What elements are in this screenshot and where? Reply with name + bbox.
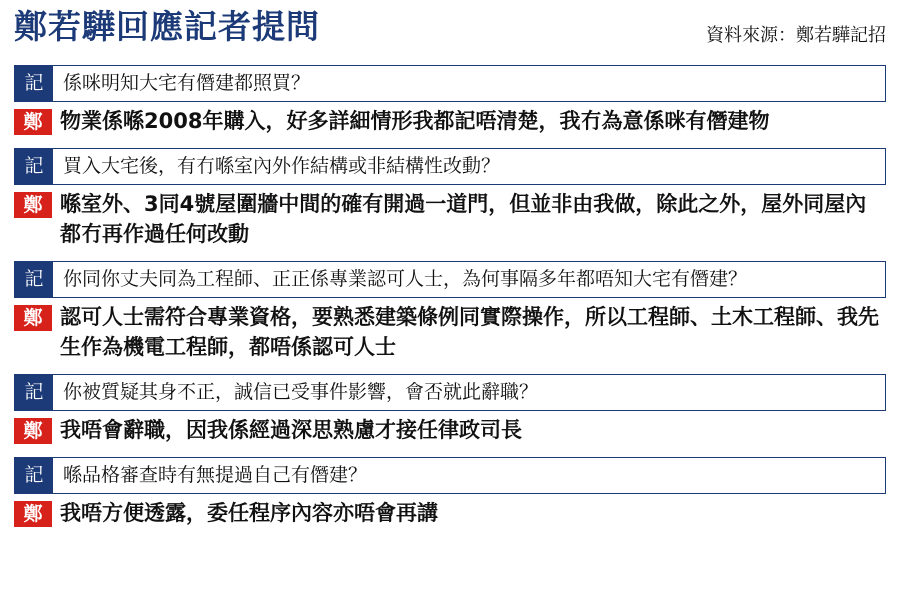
cheng-badge: 鄭 <box>14 109 52 135</box>
question-text: 你同你丈夫同為工程師、正正係專業認可人士，為何事隔多年都唔知大宅有僭建？ <box>63 268 748 290</box>
source-note: 資料來源：鄭若驊記招 <box>706 25 886 46</box>
answer-text: 我唔方便透露，委任程序內容亦唔會再講 <box>60 501 438 525</box>
cheng-badge: 鄭 <box>14 305 52 331</box>
question-box <box>14 374 886 411</box>
reporter-badge: 記 <box>15 458 53 493</box>
question-text: 買入大宅後，有冇喺室內外作結構或非結構性改動？ <box>63 155 501 177</box>
cheng-badge: 鄭 <box>14 192 52 218</box>
answer-text: 物業係喺2008年購入，好多詳細情形我都記唔清楚，我冇為意係咪有僭建物 <box>60 109 770 133</box>
reporter-badge: 記 <box>15 262 53 297</box>
question-text: 你被質疑其身不正，誠信已受事件影響，會否就此辭職？ <box>63 381 539 403</box>
question-box <box>14 261 886 298</box>
cheng-badge: 鄭 <box>14 501 52 527</box>
reporter-badge: 記 <box>15 149 53 184</box>
answer-text: 我唔會辭職，因我係經過深思熟慮才接任律政司長 <box>60 418 522 442</box>
answer-block <box>14 298 886 362</box>
answer-block <box>14 494 886 528</box>
answer-text: 喺室外、3同4號屋圍牆中間的確有開過一道門，但並非由我做，除此之外，屋外同屋內都冇再作過任何改動 <box>60 192 867 246</box>
answer-text: 認可人士需符合專業資格，要熟悉建築條例同實際操作，所以工程師、土木工程師、我先生作為機電工程師，都唔係認可人士 <box>60 305 879 359</box>
reporter-badge: 記 <box>15 375 53 410</box>
qa-list <box>14 65 886 528</box>
page-title: 鄭若驊回應記者提問 <box>14 7 320 46</box>
answer-block <box>14 411 886 445</box>
answer-block <box>14 102 886 136</box>
answer-block <box>14 185 886 249</box>
question-box <box>14 457 886 494</box>
cheng-badge: 鄭 <box>14 418 52 444</box>
question-box <box>14 65 886 102</box>
question-text: 喺品格審查時有無提過自己有僭建？ <box>63 464 368 486</box>
question-text: 係咪明知大宅有僭建都照買？ <box>63 72 311 94</box>
question-box <box>14 148 886 185</box>
reporter-badge: 記 <box>15 66 53 101</box>
